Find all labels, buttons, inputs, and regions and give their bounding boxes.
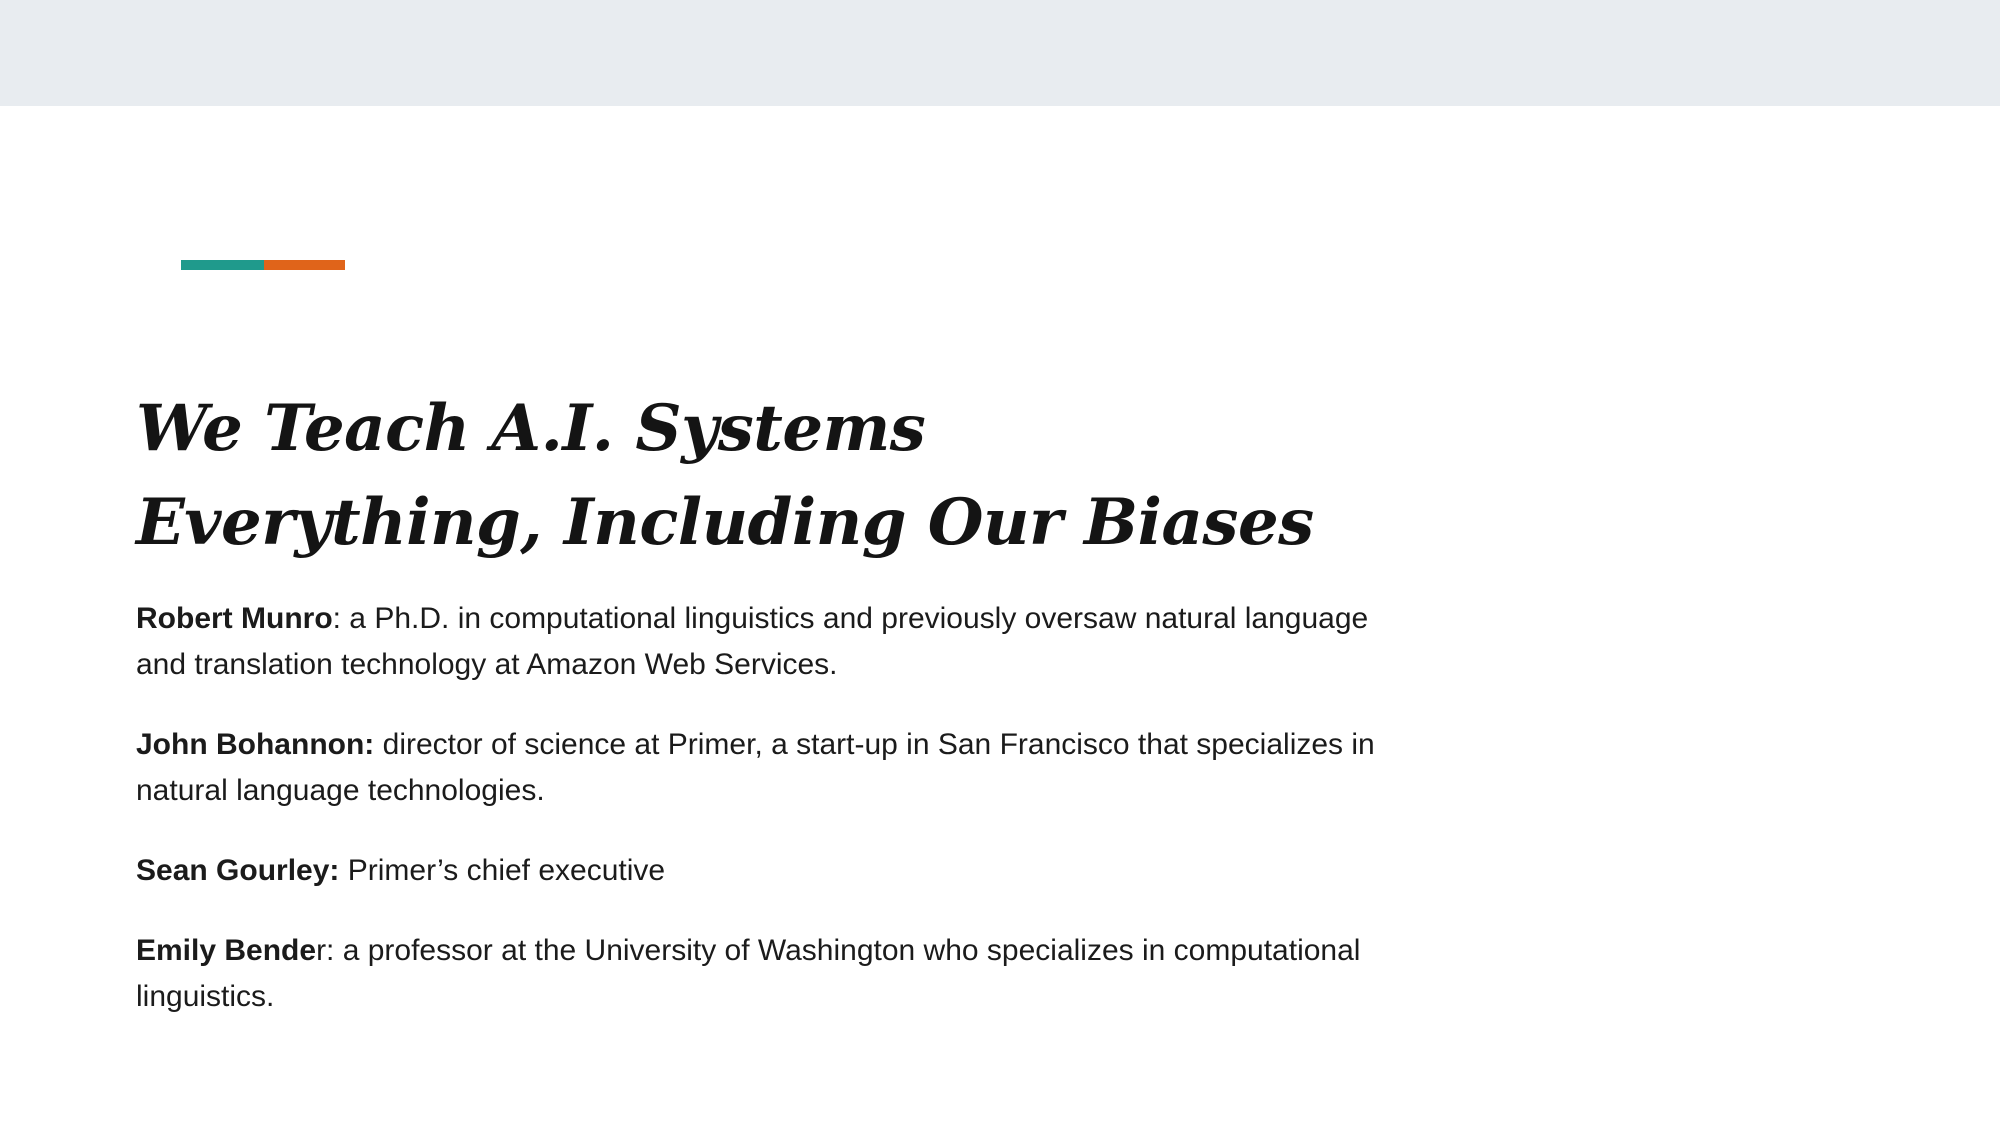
slide-title xyxy=(136,382,1436,570)
person-name: Emily Bende xyxy=(136,934,317,967)
person-name: Sean Gourley: xyxy=(136,854,340,887)
slide-title-line-2: Everything, Including Our Biases xyxy=(136,485,1314,560)
person-robert-munro xyxy=(136,596,1396,688)
person-name: Robert Munro xyxy=(136,602,333,635)
accent-bar-orange xyxy=(264,260,345,270)
accent-bar-teal xyxy=(181,260,264,270)
person-sean-gourley xyxy=(136,848,1396,894)
slide-title-line-1: We Teach A.I. Systems xyxy=(136,391,926,466)
top-band xyxy=(0,0,2000,106)
people-list xyxy=(136,596,1396,1054)
person-description: : a Ph.D. in computational linguistics and previously oversaw natural language and translation technology at Amazon Web Services. xyxy=(136,602,1369,681)
person-john-bohannon xyxy=(136,722,1396,814)
person-description: r: a professor at the University of Washington who specializes in computational linguistics. xyxy=(136,934,1361,1013)
person-description: Primer’s chief executive xyxy=(339,854,666,887)
person-name: John Bohannon: xyxy=(136,728,375,761)
person-description: director of science at Primer, a start-up in San Francisco that specializes in natural language technologies. xyxy=(136,728,1375,807)
person-emily-bender xyxy=(136,928,1396,1020)
